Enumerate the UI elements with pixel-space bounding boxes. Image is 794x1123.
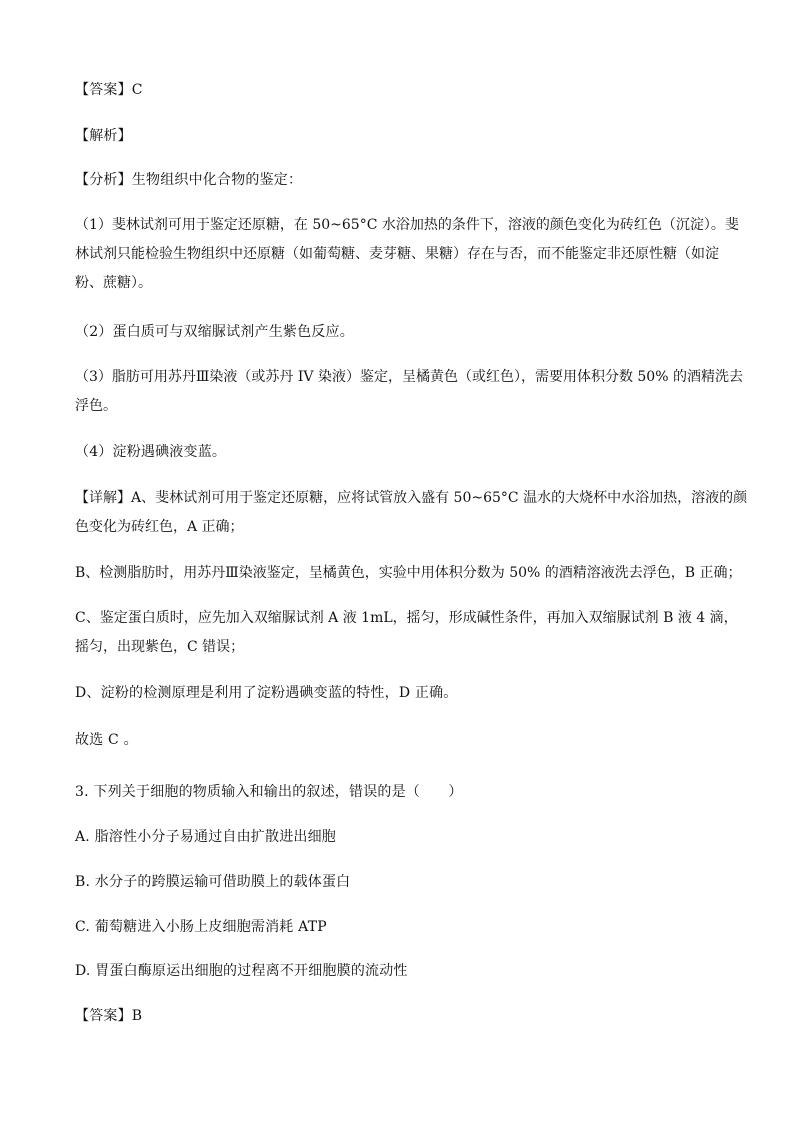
option-a-text: A. 脂溶性小分子易通过自由扩散进出细胞 bbox=[75, 829, 337, 845]
detail-line-1: 【详解】A、斐林试剂可用于鉴定还原糖，应将试管放入盛有 50~65°C 温水的大烧杯中水浴加热，溶液的颜 bbox=[75, 490, 748, 506]
point-4-text: （4）淀粉遇碘液变蓝。 bbox=[75, 444, 227, 460]
point-3-line-1: （3）脂肪可用苏丹Ⅲ染液（或苏丹 IV 染液）鉴定，呈橘黄色（或红色），需要用体积分数 50% 的酒精洗去 bbox=[75, 369, 743, 385]
detail-c-paragraph bbox=[75, 604, 738, 662]
point-3-line-2: 浮色。 bbox=[75, 398, 117, 414]
point-2-paragraph bbox=[75, 318, 730, 347]
option-b bbox=[75, 868, 730, 897]
point-4-paragraph bbox=[75, 438, 730, 467]
detail-paragraph bbox=[75, 484, 748, 542]
detail-c-line-1: C、鉴定蛋白质时，应先加入双缩脲试剂 A 液 1mL，摇匀，形成碱性条件，再加入双缩脲试剂 B 液 4 滴， bbox=[75, 610, 738, 626]
detail-d-text: D、淀粉的检测原理是利用了淀粉遇碘变蓝的特性，D 正确。 bbox=[75, 685, 458, 701]
point-2-text: （2）蛋白质可与双缩脲试剂产生紫色反应。 bbox=[75, 324, 354, 340]
answer-2-label bbox=[75, 1002, 730, 1031]
fenxi-paragraph bbox=[75, 166, 730, 195]
option-b-text: B. 水分子的跨膜运输可借助膜上的载体蛋白 bbox=[75, 874, 351, 890]
analysis-heading-text: 【解析】 bbox=[75, 128, 132, 144]
point-3-paragraph bbox=[75, 363, 743, 421]
option-c bbox=[75, 913, 730, 942]
option-a bbox=[75, 823, 730, 852]
detail-b-text: B、检测脂肪时，用苏丹Ⅲ染液鉴定，呈橘黄色，实验中用体积分数为 50% 的酒精溶液洗去浮色，B 正确； bbox=[75, 565, 742, 581]
analysis-heading bbox=[75, 122, 730, 151]
option-d-text: D. 胃蛋白酶原运出细胞的过程离不开细胞膜的流动性 bbox=[75, 963, 408, 979]
conclusion-paragraph bbox=[75, 726, 730, 755]
point-1-line-2: 林试剂只能检验生物组织中还原糖（如葡萄糖、麦芽糖、果糖）存在与否，而不能鉴定非还原性糖（如淀 bbox=[75, 246, 719, 262]
point-1-line-1: （1）斐林试剂可用于鉴定还原糖，在 50~65°C 水浴加热的条件下，溶液的颜色变化为砖红色（沉淀）。斐 bbox=[75, 217, 739, 233]
answer-label bbox=[75, 76, 730, 105]
detail-line-2: 色变化为砖红色，A 正确； bbox=[75, 519, 244, 535]
detail-d-paragraph bbox=[75, 679, 730, 708]
fenxi-text: 【分析】生物组织中化合物的鉴定： bbox=[75, 172, 303, 188]
conclusion-text: 故选 C 。 bbox=[75, 732, 138, 748]
point-1-paragraph bbox=[75, 211, 739, 298]
answer-2-text: 【答案】B bbox=[75, 1008, 143, 1024]
detail-c-line-2: 摇匀，出现紫色，C 错误； bbox=[75, 639, 245, 655]
question-3 bbox=[75, 778, 730, 807]
point-1-line-3: 粉、蔗糖）。 bbox=[75, 275, 152, 291]
question-3-text: 3. 下列关于细胞的物质输入和输出的叙述，错误的是（ ） bbox=[75, 784, 463, 800]
detail-b-paragraph bbox=[75, 559, 742, 588]
option-d bbox=[75, 957, 730, 986]
option-c-text: C. 葡萄糖进入小肠上皮细胞需消耗 ATP bbox=[75, 919, 327, 935]
answer-text: 【答案】C bbox=[75, 82, 143, 98]
